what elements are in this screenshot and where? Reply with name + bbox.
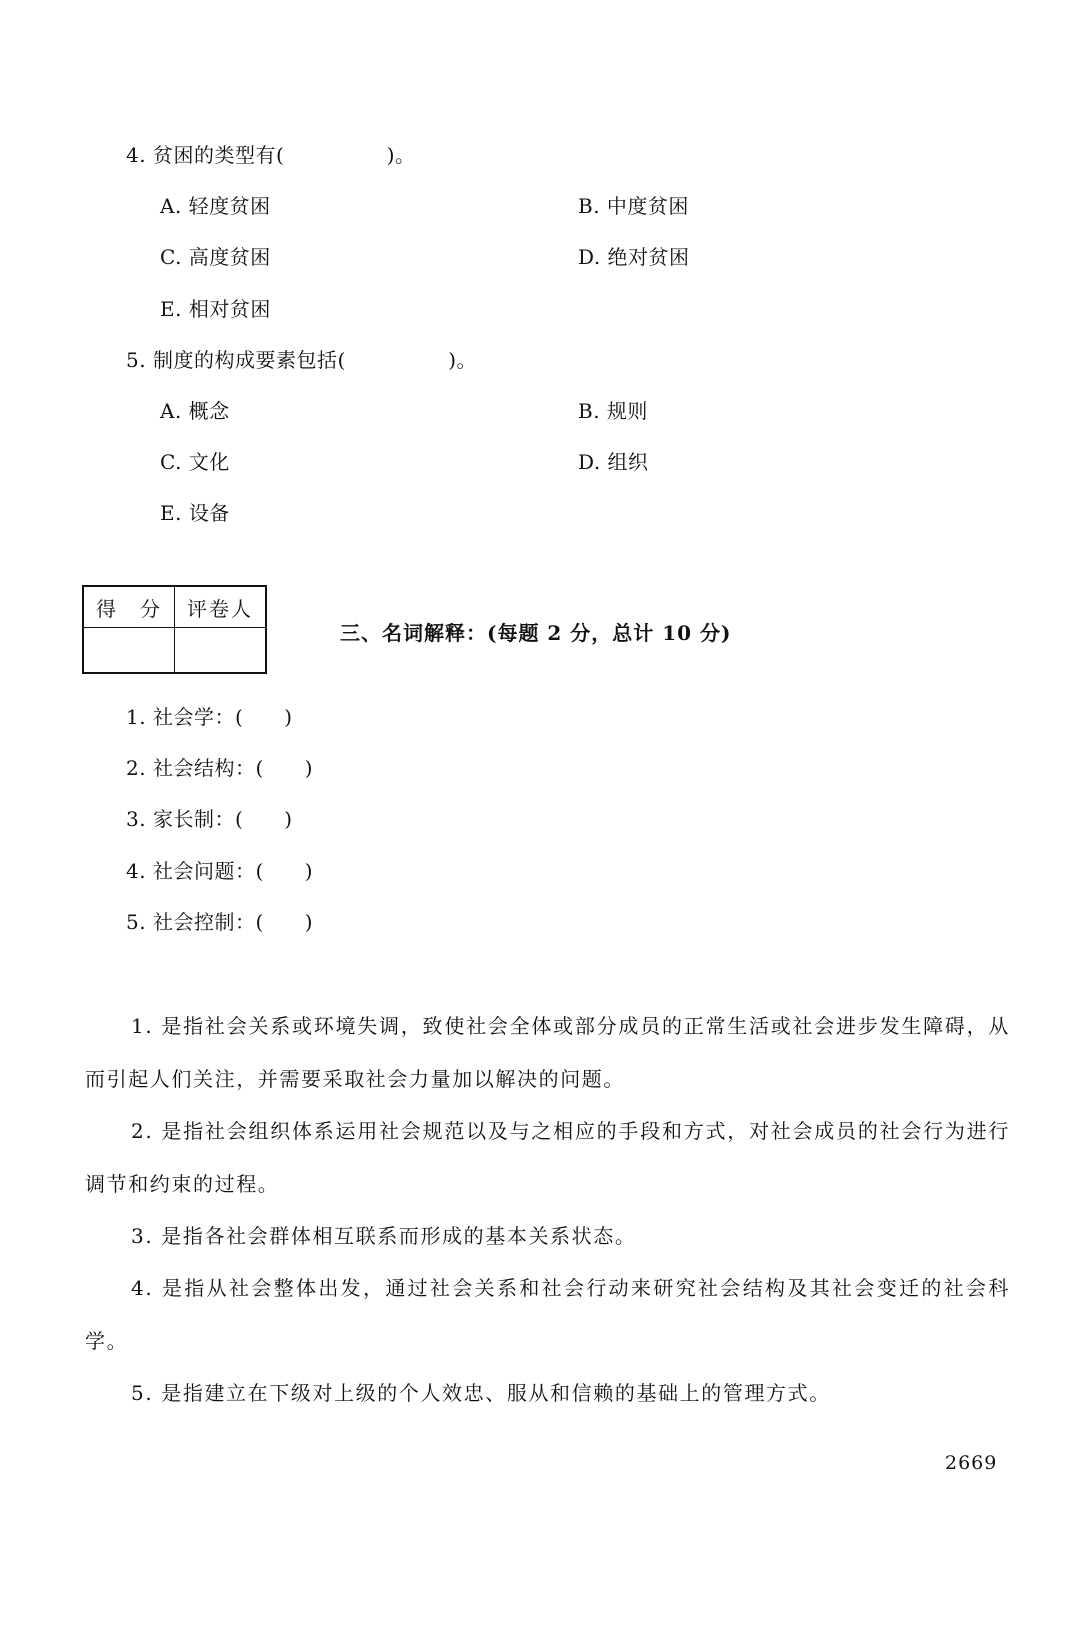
- score-box: [82, 585, 267, 674]
- score-label: 得 分: [83, 586, 175, 628]
- question-5-option-e: E. 设备: [160, 501, 230, 525]
- question-4-option-c: C. 高度贫困: [160, 245, 271, 269]
- definition-1: 1. 是指社会关系或环境失调，致使社会全体或部分成员的正常生活或社会进步发生障碍，从而引起人们关注，并需要采取社会力量加以解决的问题。: [85, 1014, 1010, 1091]
- question-5-stem: 5. 制度的构成要素包括( )。: [126, 348, 478, 372]
- grader-cell: [175, 628, 267, 674]
- question-4-option-b: B. 中度贫困: [578, 194, 689, 218]
- definition-2: 2. 是指社会组织体系运用社会规范以及与之相应的手段和方式，对社会成员的社会行为进行调节和约束的过程。: [85, 1119, 1010, 1196]
- question-4-stem: 4. 贫困的类型有( )。: [126, 143, 416, 167]
- score-cell: [83, 628, 175, 674]
- definition-5: 5. 是指建立在下级对上级的个人效忠、服从和信赖的基础上的管理方式。: [131, 1381, 831, 1405]
- grader-label: 评卷人: [175, 586, 267, 628]
- term-5: 5. 社会控制：( ): [126, 910, 314, 934]
- page-number: 2669: [945, 1452, 998, 1474]
- question-5-option-d: D. 组织: [578, 450, 649, 474]
- question-5-option-b: B. 规则: [578, 399, 648, 423]
- term-3: 3. 家长制：( ): [126, 807, 293, 831]
- term-4: 4. 社会问题：( ): [126, 859, 314, 883]
- question-5-option-c: C. 文化: [160, 450, 230, 474]
- question-5-option-a: A. 概念: [160, 399, 230, 423]
- question-4-option-d: D. 绝对贫困: [578, 245, 690, 269]
- term-1: 1. 社会学：( ): [126, 705, 293, 729]
- term-2: 2. 社会结构：( ): [126, 756, 314, 780]
- question-4-option-e: E. 相对贫困: [160, 297, 271, 321]
- definition-4: 4. 是指从社会整体出发，通过社会关系和社会行动来研究社会结构及其社会变迁的社会科学。: [85, 1276, 1010, 1353]
- definition-3: 3. 是指各社会群体相互联系而形成的基本关系状态。: [131, 1224, 637, 1248]
- section-3-title: 三、名词解释：(每题 2 分，总计 10 分): [340, 621, 732, 645]
- question-4-option-a: A. 轻度贫困: [160, 194, 271, 218]
